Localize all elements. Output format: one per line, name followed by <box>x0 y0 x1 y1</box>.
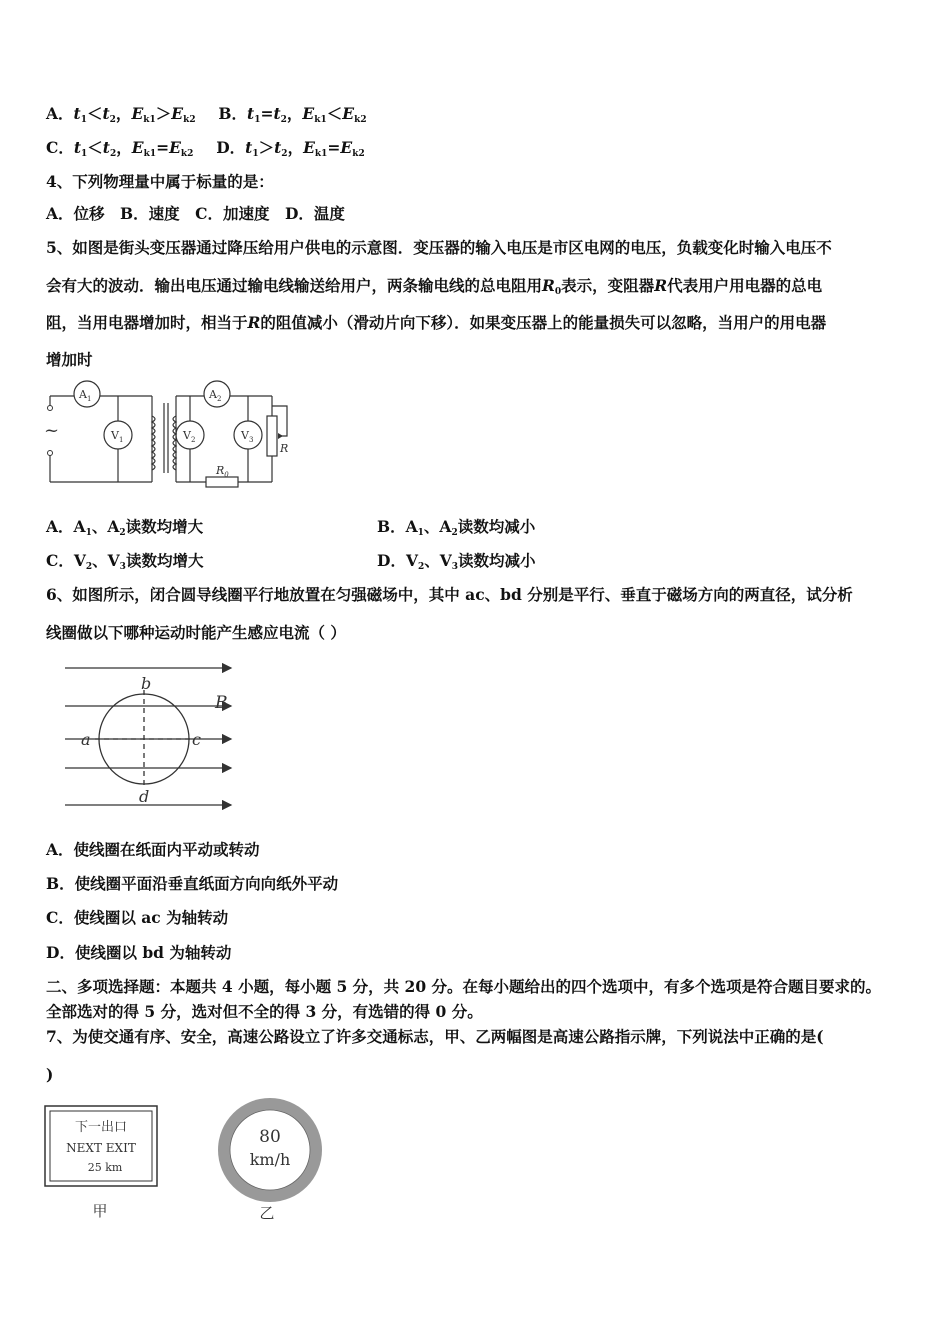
q7-line2: ) <box>46 1065 54 1084</box>
resistor-r0-label <box>215 464 229 479</box>
speed-limit-unit: km/h <box>249 1150 291 1169</box>
relation: ＜ <box>326 104 343 123</box>
symbol: R <box>247 313 261 332</box>
voltmeter-v3-label <box>240 429 253 444</box>
symbol: E <box>171 104 184 123</box>
q5-line1: 5、如图是街头变压器通过降压给用户供电的示意图．变压器的输入电压是市区电网的电压，负载变化时输入电压不 <box>46 238 832 257</box>
highway-signs-figure <box>40 1098 340 1226</box>
q6-line2: 线圈做以下哪种运动时能产生感应电流（ ） <box>46 623 346 642</box>
text: 的阻值减小（滑动片向下移）．如果变压器上的能量损失可以忽略，当用户的用电器 <box>260 313 827 332</box>
transformer-circuit-diagram <box>40 378 305 492</box>
symbol: t <box>73 104 81 123</box>
meter-subscript: 3 <box>248 436 254 444</box>
field-b-label: B <box>215 693 228 713</box>
subscript: 2 <box>417 562 425 572</box>
symbol: t <box>274 138 282 157</box>
subscript: 3 <box>451 562 459 572</box>
ammeter-a2-label <box>208 388 221 403</box>
exit-sign-line1: 下一出口 <box>74 1120 128 1135</box>
q6-option-c: C．使线圈以 ac 为轴转动 <box>46 908 229 927</box>
subscript: 2 <box>451 528 458 538</box>
point-b-label: b <box>141 674 152 693</box>
subscript: 1 <box>81 149 88 159</box>
symbol: t <box>73 138 82 157</box>
voltmeter-v1-label <box>110 429 123 444</box>
option-letter: A． <box>46 517 74 536</box>
q5-option-b <box>377 517 535 543</box>
symbol: R <box>654 276 668 295</box>
symbol: E <box>342 104 355 123</box>
subscript: k1 <box>314 115 327 125</box>
meter-subscript: 1 <box>86 395 92 403</box>
q6-option-d: D．使线圈以 bd 为轴转动 <box>46 943 232 962</box>
meter-subscript: 1 <box>118 436 124 444</box>
speed-limit-value: 80 <box>259 1127 281 1147</box>
point-c-label: c <box>192 730 201 749</box>
point-a-label: a <box>81 730 91 749</box>
meter-subscript: 2 <box>190 436 196 444</box>
section2-line1: 二、多项选择题：本题共 4 小题，每小题 5 分，共 20 分。在每小题给出的四个选项中，有多个选项是符合题目要求的。 <box>46 977 882 996</box>
q6-option-b: B．使线圈平面沿垂直纸面方向向纸外平动 <box>46 874 339 893</box>
subscript: 2 <box>85 562 93 572</box>
text: 读数均减小 <box>457 517 536 536</box>
subscript: 0 <box>554 287 562 297</box>
exit-sign-line2: NEXT EXIT <box>66 1141 136 1155</box>
option-letter: D． <box>216 138 246 157</box>
option-letter: C． <box>46 551 74 570</box>
symbol: E <box>302 104 315 123</box>
separator: ， <box>116 138 132 157</box>
text: V <box>405 551 418 570</box>
subscript: 1 <box>80 115 87 125</box>
option-letter: A． <box>46 104 74 123</box>
voltmeter-v2-label <box>182 429 195 444</box>
relation: = <box>327 138 341 157</box>
meter-letter: V <box>183 429 191 442</box>
text: 、A <box>91 517 120 536</box>
q5-line2 <box>46 276 822 302</box>
q4-options: A．位移 B．速度 C．加速度 D．温度 <box>46 204 345 223</box>
q6-option-a: A．使线圈在纸面内平动或转动 <box>46 840 260 859</box>
ac-source-symbol: ~ <box>44 420 60 441</box>
q6-line1: 6、如图所示，闭合圆导线圈平行地放置在匀强磁场中，其中 ac、bd 分别是平行、垂直于磁场方向的两直径，试分析 <box>46 585 853 604</box>
subscript: 2 <box>281 149 288 159</box>
subscript: k1 <box>314 149 328 159</box>
caption-yi: 乙 <box>259 1204 275 1222</box>
subscript: 2 <box>109 149 117 159</box>
symbol: E <box>303 138 315 157</box>
symbol: t <box>273 104 281 123</box>
option-letter: B． <box>218 104 248 123</box>
text: 代表用户用电器的总电 <box>667 276 823 295</box>
text: 、A <box>423 517 452 536</box>
subscript: k2 <box>352 149 365 159</box>
text: 读数均增大 <box>125 551 204 570</box>
meter-subscript: 2 <box>216 395 222 403</box>
q7-line1: 7、为使交通有序、安全，高速公路设立了许多交通标志，甲、乙两幅图是高速公路指示牌，下列说法中正确的是( <box>46 1027 824 1046</box>
symbol: R <box>542 276 555 295</box>
section2-line2: 全部选对的得 5 分，选对但不全的得 3 分，有选错的得 0 分。 <box>46 1002 483 1021</box>
subscript: 1 <box>85 528 92 538</box>
subscript: 2 <box>119 528 126 538</box>
subscript: k2 <box>180 149 194 159</box>
q5-option-c <box>46 551 203 577</box>
separator: ， <box>286 104 303 123</box>
subscript: k1 <box>143 115 156 125</box>
caption-jia: 甲 <box>92 1202 108 1220</box>
text: A <box>73 517 86 536</box>
text: 、V <box>92 551 120 570</box>
resistor-letter: R <box>216 464 225 477</box>
option-letter: B． <box>377 517 406 536</box>
subscript: 1 <box>417 528 424 538</box>
text: 会有大的波动．输出电压通过输电线输送给用户，两条输电线的总电阻用 <box>46 276 543 295</box>
symbol: t <box>102 104 110 123</box>
speed-sign-yi <box>218 1098 322 1222</box>
option-letter: C． <box>46 138 74 157</box>
symbol: t <box>245 138 253 157</box>
subscript: 3 <box>119 562 126 572</box>
symbol: E <box>340 138 353 157</box>
exit-sign-jia <box>45 1106 157 1220</box>
subscript: 1 <box>252 149 259 159</box>
point-d-label: d <box>139 787 150 806</box>
q4-stem: 4、下列物理量中属于标量的是： <box>46 172 274 191</box>
text: 、V <box>424 551 452 570</box>
subscript: k2 <box>183 115 196 125</box>
symbol: E <box>169 138 181 157</box>
q5-option-d <box>377 551 536 577</box>
symbol: E <box>131 138 144 157</box>
subscript: k1 <box>143 149 157 159</box>
relation: ＞ <box>258 138 275 157</box>
relation: ＜ <box>86 104 103 123</box>
magnetic-field-coil-diagram <box>55 660 245 812</box>
text: 表示，变阻器 <box>561 276 655 295</box>
ammeter-a1-label <box>78 388 91 403</box>
q5-option-a <box>46 517 203 543</box>
symbol: t <box>102 138 110 157</box>
subscript: k2 <box>354 115 367 125</box>
subscript: 2 <box>280 115 287 125</box>
text: V <box>73 551 86 570</box>
exit-sign-line3: 25 km <box>87 1161 123 1174</box>
relation: ＞ <box>155 104 172 123</box>
symbol: t <box>247 104 255 123</box>
relation: = <box>156 138 170 157</box>
relation: ＜ <box>87 138 103 157</box>
text: 阻，当用电器增加时，相当于 <box>46 313 248 332</box>
meter-letter: V <box>241 429 249 442</box>
resistor-subscript: 0 <box>224 471 229 479</box>
meter-letter: A <box>209 388 217 401</box>
symbol: E <box>131 104 144 123</box>
separator: ， <box>115 104 132 123</box>
meter-letter: A <box>79 388 87 401</box>
subscript: 2 <box>109 115 116 125</box>
subscript: 1 <box>254 115 261 125</box>
relation: = <box>260 104 274 123</box>
separator: ， <box>287 138 304 157</box>
q3-options-line2 <box>46 138 365 164</box>
rheostat-r-label: R <box>280 442 289 455</box>
text: 读数均减小 <box>458 551 536 570</box>
option-letter: D． <box>377 551 406 570</box>
text: A <box>405 517 418 536</box>
q3-options-line1 <box>46 104 367 130</box>
q5-line3 <box>46 313 826 333</box>
meter-letter: V <box>111 429 119 442</box>
q5-line4: 增加时 <box>46 350 93 369</box>
text: 读数均增大 <box>125 517 204 536</box>
